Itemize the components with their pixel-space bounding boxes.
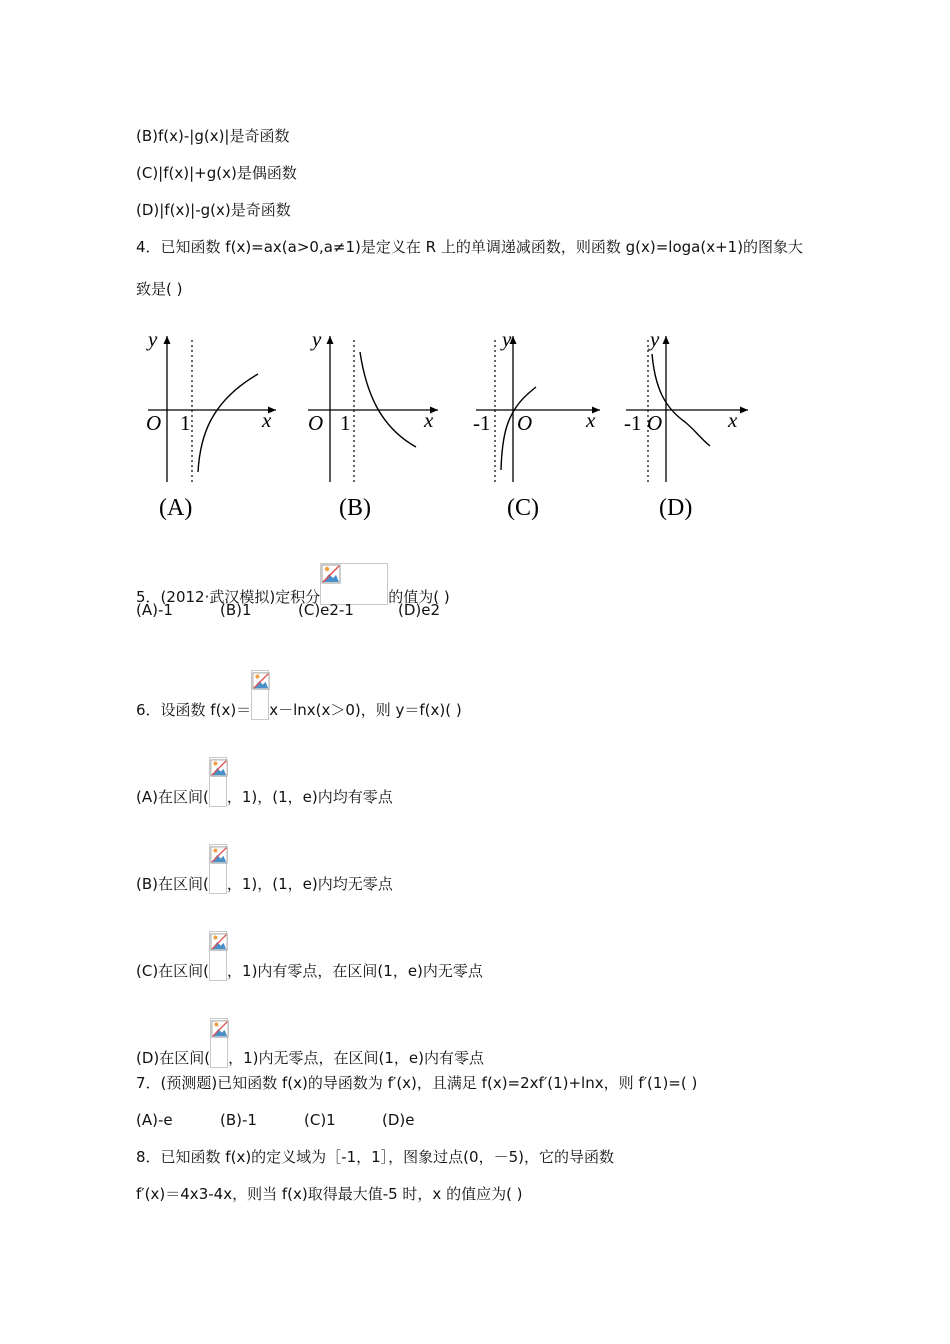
graph-d-caption: (D) [659, 495, 693, 521]
broken-image-icon [209, 931, 227, 981]
broken-image-icon [210, 1018, 228, 1068]
broken-image-icon [209, 757, 227, 807]
q7-option-d: (D)e [382, 1111, 415, 1129]
q4-graphs-svg [140, 322, 760, 527]
q6-option-c-suffix: ，1)内有零点，在区间(1，e)内无零点 [227, 962, 483, 980]
q6-option-a-prefix: (A)在区间( [136, 788, 209, 806]
q4-stem-line2: 致是( ) [136, 280, 183, 298]
q3-option-c: (C)|f(x)|+g(x)是偶函数 [136, 164, 297, 182]
q6-option-d [136, 1018, 484, 1068]
graph-b-origin-label: O [308, 411, 324, 435]
q6-option-d-suffix: ，1)内无零点，在区间(1，e)内有零点 [228, 1049, 484, 1067]
graph-b [308, 327, 438, 521]
graph-c-x-label: x [586, 408, 596, 432]
graph-a-caption: (A) [159, 495, 193, 521]
graph-c-caption: (C) [507, 495, 539, 521]
q6-option-c [136, 931, 483, 981]
q5-stem-after: 的值为( ) [388, 588, 450, 606]
q4-stem-line1: 4．已知函数 f(x)=ax(a>0,a≠1)是定义在 R 上的单调递减函数，则函数 g(x)=loga(x+1)的图象大 [136, 238, 804, 256]
graph-b-x-label: x [424, 408, 434, 432]
graph-b-mark-label: 1 [340, 411, 351, 435]
graph-c [473, 327, 600, 521]
graph-a-mark-label: 1 [180, 411, 191, 435]
graph-a-y-label: y [148, 327, 158, 351]
graph-c-origin-label: O [517, 411, 533, 435]
q6-option-a [136, 757, 393, 807]
q3-option-d: (D)|f(x)|-g(x)是奇函数 [136, 201, 291, 219]
q8-stem-line2: f′(x)＝4x3-4x，则当 f(x)取得最大值-5 时，x 的值应为( ) [136, 1185, 523, 1203]
graph-d-y-label: y [650, 327, 660, 351]
graph-a [146, 327, 276, 521]
q6-option-c-prefix: (C)在区间( [136, 962, 210, 980]
graph-c-y-label: y [502, 327, 512, 351]
q7-option-b: (B)-1 [220, 1111, 257, 1129]
broken-image-icon [320, 563, 388, 605]
broken-image-icon [209, 844, 227, 894]
broken-image-icon [251, 670, 269, 720]
q6-option-a-suffix: ，1)，(1，e)内均有零点 [226, 788, 393, 806]
q5-option-b: (B)1 [220, 601, 252, 619]
graph-d-x-label: x [728, 408, 738, 432]
q7-option-a: (A)-e [136, 1111, 173, 1129]
q6-stem-after: x－lnx(x＞0)，则 y＝f(x)( ) [269, 701, 462, 719]
q7-option-c: (C)1 [304, 1111, 336, 1129]
graph-a-x-label: x [262, 408, 272, 432]
graph-b-y-label: y [312, 327, 322, 351]
q7-stem: 7．(预测题)已知函数 f(x)的导函数为 f′(x)，且满足 f(x)=2xf′(1)+lnx，则 f′(1)=( ) [136, 1074, 698, 1092]
q7-options [136, 1110, 414, 1130]
q6-option-b [136, 844, 393, 894]
q5-stem-before: 5．(2012·武汉模拟)定积分 [136, 588, 321, 606]
q6-option-b-suffix: ，1)，(1，e)内均无零点 [226, 875, 393, 893]
graph-d-mark-label: -1 [624, 411, 642, 435]
graph-c-mark-label: -1 [473, 411, 491, 435]
q6-option-b-prefix: (B)在区间( [136, 875, 209, 893]
q8-stem-line1: 8．已知函数 f(x)的定义域为［-1，1］，图象过点(0，－5)，它的导函数 [136, 1148, 614, 1166]
graph-d-origin-label: O [647, 411, 663, 435]
q5-option-a: (A)-1 [136, 601, 173, 619]
q5-options [136, 600, 440, 620]
q6-stem [136, 670, 462, 720]
q6-stem-before: 6．设函数 f(x)＝ [136, 701, 252, 719]
graph-d [624, 327, 748, 521]
q5-option-d: (D)e2 [398, 601, 441, 619]
q4-graph-options [140, 322, 760, 527]
q6-option-d-prefix: (D)在区间( [136, 1049, 211, 1067]
graph-b-caption: (B) [339, 495, 371, 521]
graph-a-origin-label: O [146, 411, 162, 435]
q3-option-b: (B)f(x)-|g(x)|是奇函数 [136, 127, 290, 145]
q5-option-c: (C)e2-1 [298, 601, 354, 619]
